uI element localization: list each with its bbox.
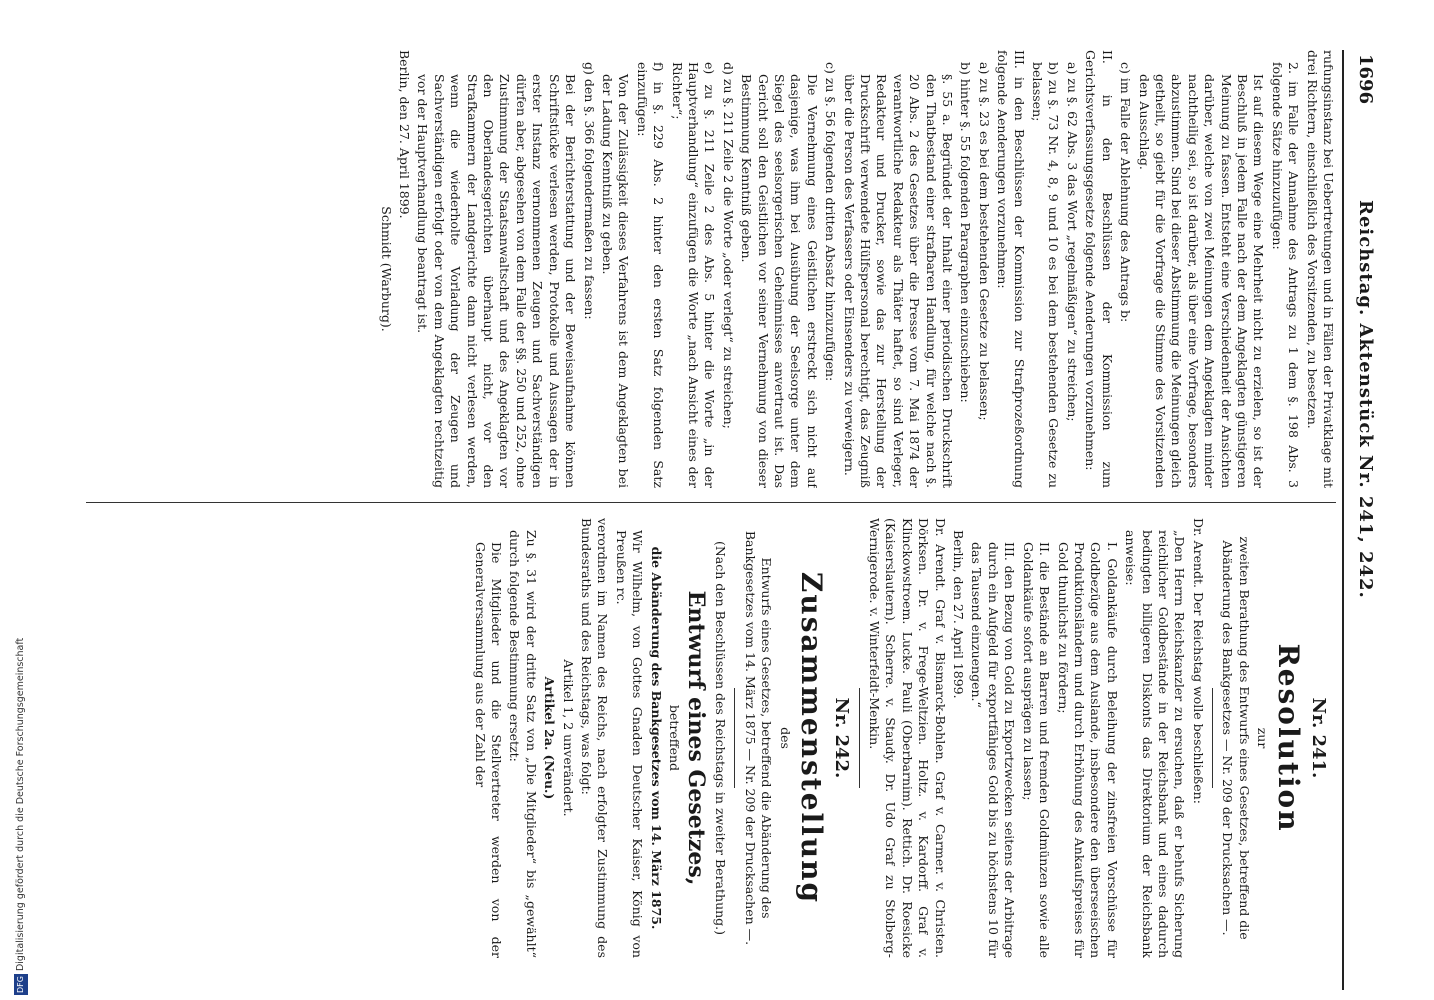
signers: Dr. Arendt. Graf v. Bismarck-Bohlen. Graf v. Carmer. v. Christen. Dörksen. Dr. v. Frege-Weltzien. Holtz. v. Kardorff. Graf v. Klinckowstroem. Lucke. Pauli (Oberbarnim). Rettich. Dr. Roesicke (Kaiserslautern). Scherre. v. Staudy. Dr. Udo Graf zu Stolberg-Wernigerode. v. Winterfeldt-Menkin. <box>867 518 948 958</box>
column-divider <box>86 502 1336 503</box>
digitization-note-text <box>14 600 28 995</box>
paragraph: III. den Bezug von Gold zu Exportzwecken seitens der Arbitrage durch ein Aufgeld für exportfähiges Gold bis zu höchstens 10 für das Tausend einzuengen.“ <box>969 542 1018 958</box>
subheading: betreffend <box>667 704 683 772</box>
paragraph: II. die Bestände an Barren und fremden Goldmünzen sowie alle Goldankäufe sofort ausprägen zu lassen; <box>1020 542 1053 958</box>
paragraph: a) zu §. 62 Abs. 3 das Wort „regelmäßigen“ zu streichen; <box>1064 62 1080 422</box>
digitization-credit: Digitalisierung gefördert durch die Deutsche Forschungsgemeinschaft <box>15 637 26 972</box>
paragraph: b) zu §. 73 Nr. 4, 8, 9 und 10 es bei dem bestehenden Gesetze zu belassen; <box>1030 62 1062 488</box>
paragraph: c) zu §. 56 folgenden dritten Absatz hinzuzufügen: <box>823 62 839 382</box>
paragraph: III. in den Beschlüssen der Kommission zur Strafprozeßordnung folgende Aenderungen vorzunehmen: <box>995 50 1027 488</box>
article-line: Artikel 1, 2 unverändert. <box>560 659 576 817</box>
note: (Nach den Beschlüssen des Reichstags in zweiter Berathung.) <box>713 540 729 936</box>
paragraph: rufungsinstanz bei Uebertretungen und in Fällen der Privatklage mit drei Richtern, einschließlich des Vorsitzenden, zu besetzen. <box>1304 50 1336 488</box>
separator <box>1212 688 1213 788</box>
paragraph: verordnen im Namen des Reichs, nach erfolgter Zustimmung des Bundesraths und des Reichstags, was folgt: <box>579 518 611 958</box>
paragraph: Ist auf diesem Wege eine Mehrheit nicht zu erzielen, so ist der Beschluß in jedem Falle nach der dem Angeklagten günstigeren Meinung zu fassen. Entsteht eine Verschiedenheit der Ansichten darüber, welche von zwei Meinungen dem Angeklagten minder nachtheilig sei, so ist darüber, als über eine Vorfrage, besonders abzustimmen. Sind bei dieser Abstimmung die Meinungen gleich getheilt, so giebt für die Vorfrage die Stimme des Vorsitzenden den Ausschlag. <box>1136 74 1267 488</box>
subheading: des <box>777 727 793 749</box>
paragraph: Von der Zulässigkeit dieses Verfahrens ist dem Angeklagten bei der Ladung Kenntniß zu geben. <box>599 74 632 488</box>
separator <box>734 688 735 788</box>
page-header <box>1342 50 1380 990</box>
paragraph: g) den §. 366 folgendermaßen zu fassen: <box>581 62 597 320</box>
paragraph: f) in §. 229 Abs. 2 hinter den ersten Satz folgenden Satz einzufügen: <box>634 62 667 488</box>
paragraph: b) hinter §. 55 folgenden Paragraphen einzuschieben: <box>958 62 974 403</box>
article-heading: Artikel 2a. (Neu.) <box>542 676 558 800</box>
section-number-242: Nr. 242. <box>830 697 852 779</box>
paragraph: Die Vernehmung eines Geistlichen erstreckt sich nicht auf dasjenige, was ihm bei Ausübung der Seelsorge unter dem Siegel des seelsorgerischen Geheimnisses anvertraut ist. Das Gericht soll den Geistlichen vor seiner Vernehmung von dieser Bestimmung Kenntniß geben. <box>739 74 820 488</box>
paragraph: Die Mitglieder und die Stellvertreter werden von der Generalversammlung aus der Zahl der <box>472 542 504 958</box>
signature: Schmidt (Warburg). <box>378 206 394 332</box>
date-line: Berlin, den 27. April 1899. <box>951 530 967 699</box>
draft-title: die Abänderung des Bankgesetzes vom 14. März 1875. <box>648 546 664 930</box>
paragraph: „Den Herrn Reichskanzler zu ersuchen, daß er behufs Sicherung reichlicher Goldbestände in der Reichsbank und eines dadurch bedingten billigeren Diskonts das Direktorium der Reichsbank anweise: <box>1123 530 1188 958</box>
running-title: Reichstag. Aktenstück Nr. 241, 242. <box>1355 200 1376 599</box>
resolution-heading: Resolution <box>1272 643 1305 833</box>
dfg-logo: DFG <box>14 974 28 995</box>
paragraph: e) zu §. 211 Zeile 2 des Abs. 5 hinter die Worte „in der Hauptverhandlung“ einzufügen die Worte „nach Ansicht eines der Richter“; <box>669 62 718 488</box>
paragraph: II. in den Beschlüssen der Kommission zum Gerichtsverfassungsgesetze folgende Aenderungen vorzunehmen: <box>1083 50 1115 488</box>
zusammenstellung-heading: Zusammenstellung <box>794 571 828 905</box>
right-column <box>96 518 1336 958</box>
paragraph: Dr. Arendt. Der Reichstag wolle beschließen: <box>1190 518 1206 804</box>
paragraph: I. Goldankäufe durch Beleihung der zinsfreien Vorschüsse für Goldbezüge aus dem Auslande, insbesondere den überseeischen Produktionsländern und durch Erhöhung des Ankaufspreises für Gold thunlichst zu fördern; <box>1055 542 1120 958</box>
paragraph: Bei der Berichterstattung und der Beweisaufnahme können Schriftstücke verlesen werden, Protokolle und Aussagen der in erster Instanz vernommenen Zeugen und Sachverständigen dürfen aber, abgesehen von dem Falle der §§. 250 und 252, ohne Zustimmung der Staatsanwaltschaft und des Angeklagten vor den Oberlandesgerichten überhaupt nicht, vor den Strafkammern der Landgerichte dann nicht verlesen werden, wenn die wiederholte Vorladung der Zeugen und Sachverständigen erfolgt oder von dem Angeklagten rechtzeitig vor der Hauptverhandlung beantragt ist. <box>415 74 579 488</box>
page-number: 1696 <box>1355 54 1376 105</box>
subheading: zur <box>1255 727 1270 749</box>
paragraph: 2. im Falle der Annahme des Antrags zu 1 dem §. 198 Abs. 3 folgende Sätze hinzuzufügen: <box>1269 62 1302 488</box>
paragraph: Wir Wilhelm, von Gottes Gnaden Deutscher Kaiser, König von Preußen rc. <box>613 530 646 958</box>
paragraph: Zu §. 31 wird der dritte Satz von „Die Mitglieder“ bis „gewählt“ durch folgende Bestimmung ersetzt: <box>507 530 539 958</box>
paragraph: a) zu §. 23 es bei dem bestehenden Gesetze zu belassen; <box>976 62 992 421</box>
paragraph: c) im Falle der Ablehnung des Antrags b: <box>1118 62 1134 323</box>
separator <box>859 688 860 788</box>
draft-heading: Entwurf eines Gesetzes, <box>683 590 710 886</box>
compilation-title: Entwurfs eines Gesetzes, betreffend die Abänderung des Bankgesetzes vom 14. März 1875 — Nr. 209 der Drucksachen —. <box>742 530 775 946</box>
date-line: Berlin, den 27. April 1899. <box>397 50 413 219</box>
paragraph: d) zu §. 211 Zeile 2 die Worte „oder verlegt“ zu streichen; <box>720 62 736 429</box>
paragraph: §. 55 a. Begründet der Inhalt einer periodischen Druckschrift den Thatbestand einer strafbaren Handlung, für welche nach §. 20 Abs. 2 des Gesetzes über die Presse vom 7. Mai 1874 der verantwortliche Redakteur als Thäter haftet, so sind Verleger, Redakteur und Drucker, sowie das zur Herstellung der Druckschrift verwendete Hülfspersonal berechtigt, das Zeugniß über die Person des Verfassers oder Einsenders zu verweigern. <box>841 74 956 488</box>
rotated-page-content <box>80 50 1380 990</box>
digitization-note <box>2 600 26 995</box>
section-number-241: Nr. 241. <box>1308 697 1329 779</box>
resolution-title: zweiten Berathung des Entwurfs eines Gesetzes, betreffend die Abänderung des Bankgesetzes — Nr. 209 der Drucksachen —. <box>1220 536 1252 940</box>
left-column <box>96 50 1336 488</box>
